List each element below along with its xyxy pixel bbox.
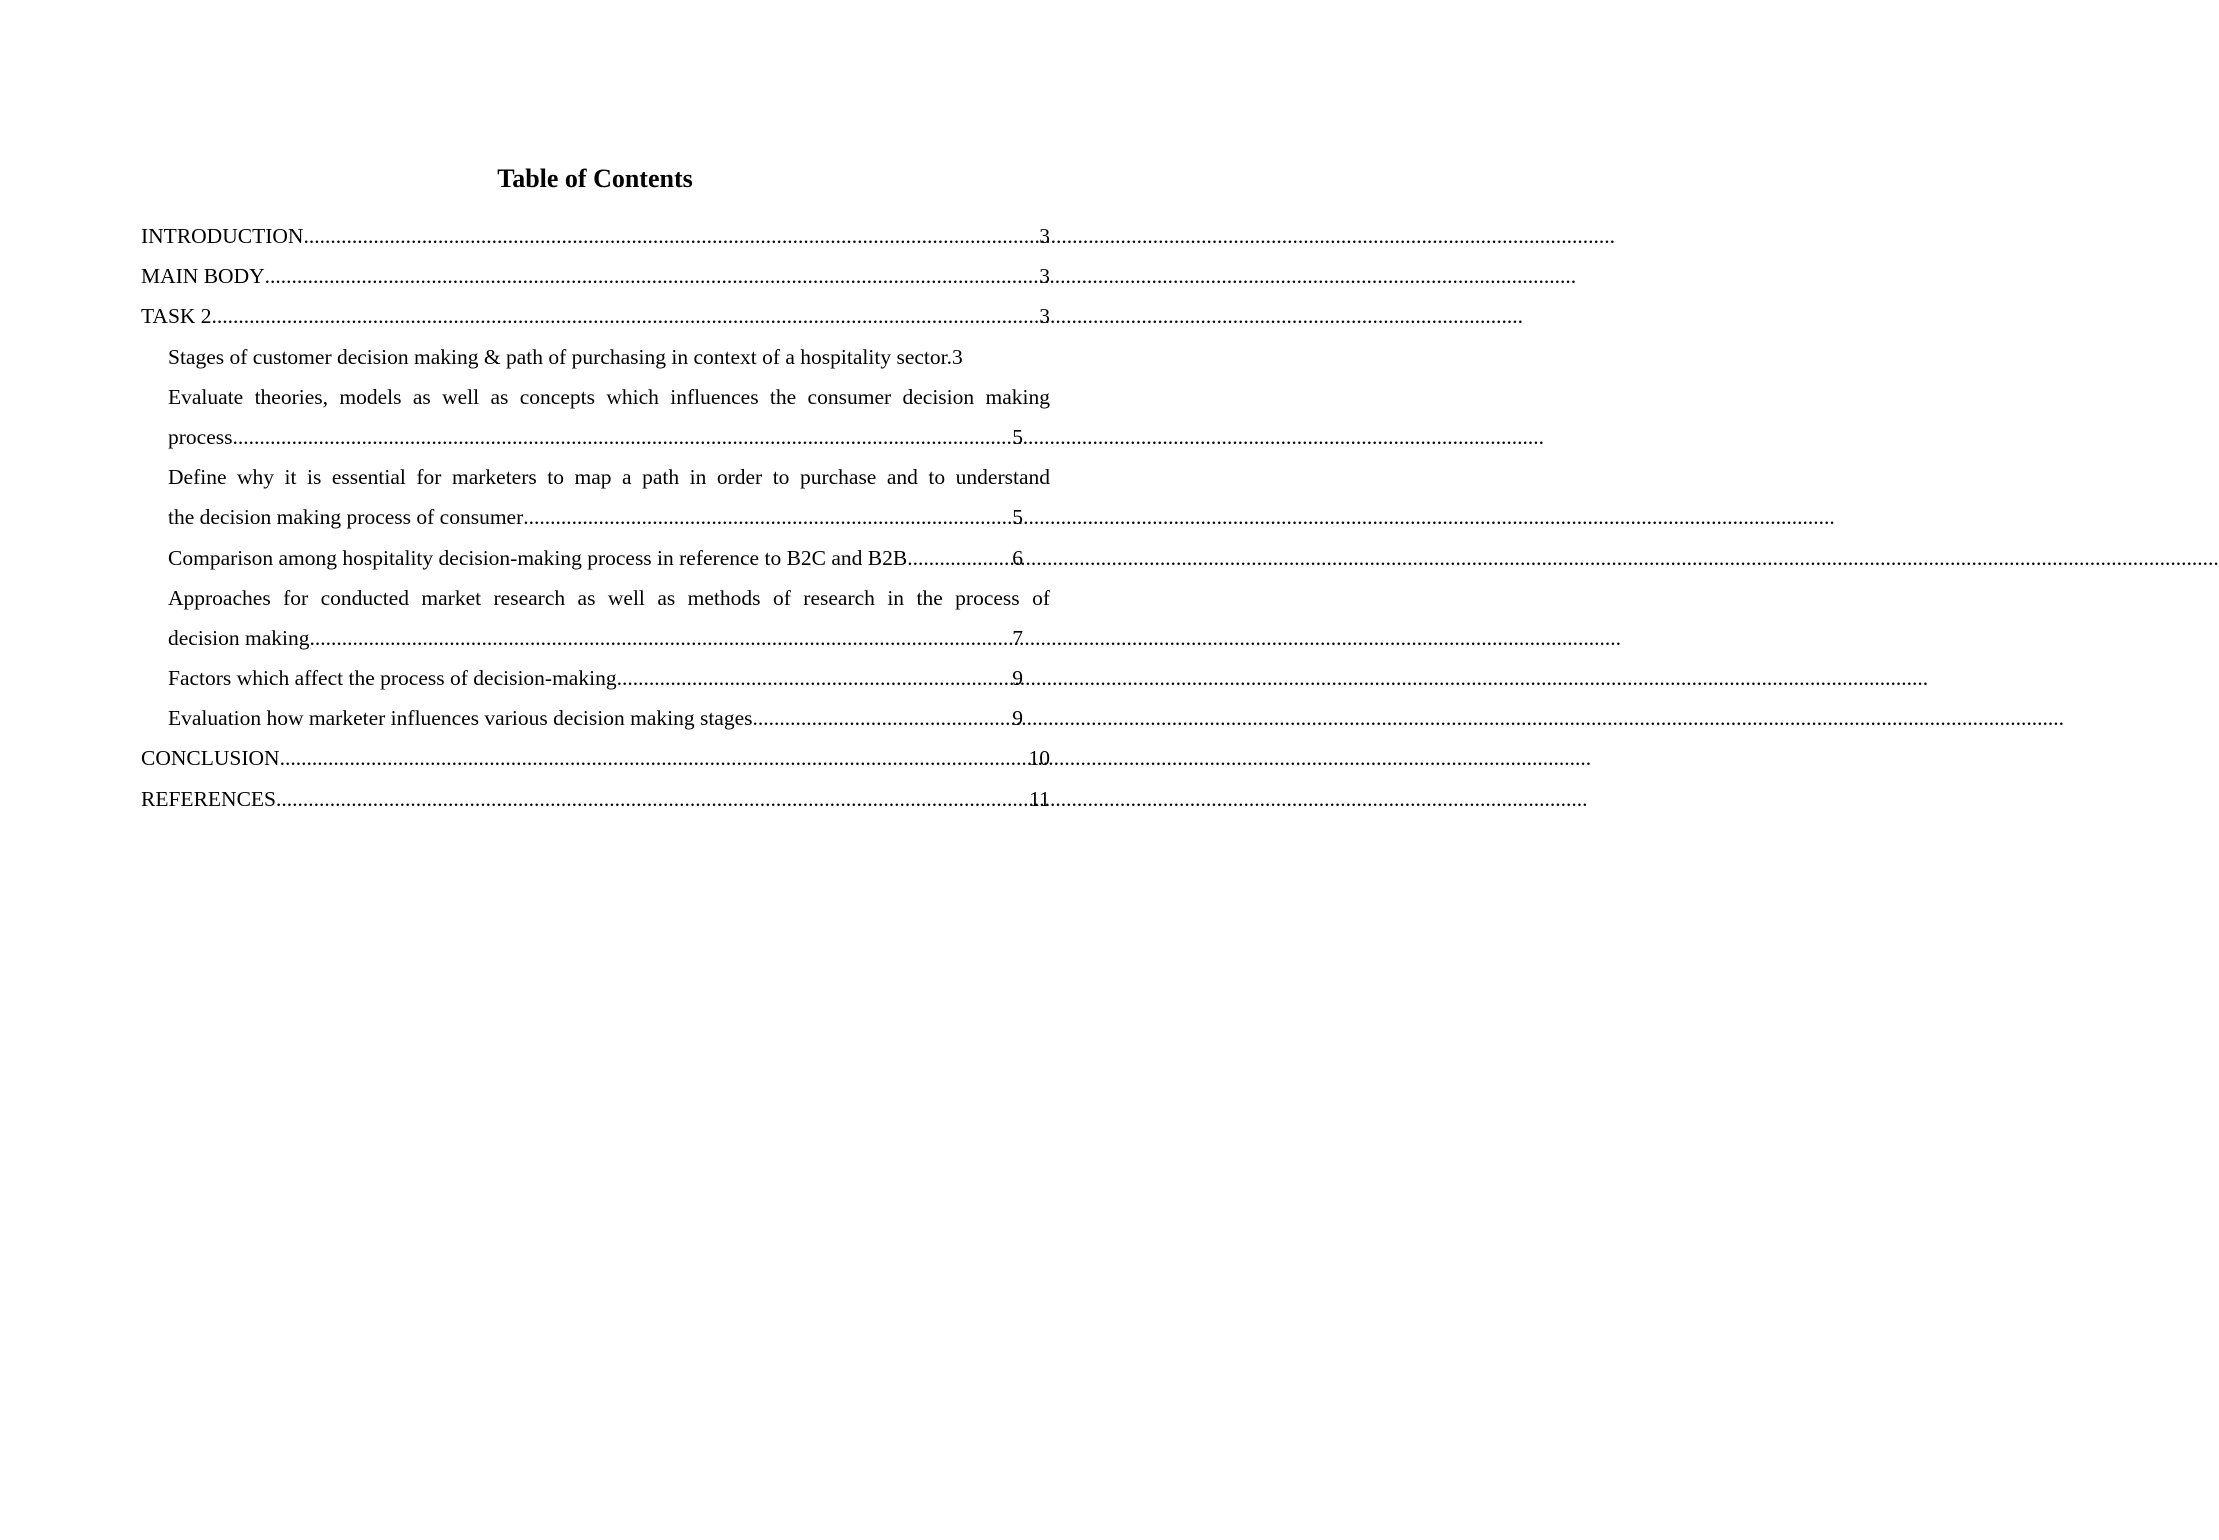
toc-page-number: 3: [951, 344, 963, 369]
toc-page-number: 5: [1012, 505, 1023, 530]
toc-page-number: 3: [1039, 224, 1050, 248]
toc-entry-label: decision making: [168, 625, 310, 650]
toc-dot-leader: [276, 779, 1029, 819]
toc-entry-label: REFERENCES: [141, 786, 276, 811]
toc-dot-leader: [617, 658, 1013, 698]
toc-entry-conclusion[interactable]: [141, 738, 1050, 778]
toc-dot-leader: [753, 698, 1013, 738]
toc-dot-leader: [232, 417, 1012, 457]
toc-entry-label: Stages of customer decision making & path of purchasing in context of a hospitality sector.: [168, 344, 952, 369]
toc-entry-label: Evaluate theories, models as well as concepts which influences the consumer decision making: [168, 384, 1050, 409]
toc-page-number: 11: [1029, 786, 1050, 811]
toc-entry-evaluate-line2[interactable]: [168, 417, 1023, 457]
toc-page-number: 3: [1039, 304, 1050, 329]
toc-entry-define-line1[interactable]: [168, 457, 1050, 497]
toc-entry-label: Factors which affect the process of decision-making: [168, 666, 617, 691]
toc-page-number: 6: [1012, 545, 1023, 570]
toc-entry-label: TASK 2: [141, 304, 212, 329]
toc-entry-label: INTRODUCTION: [141, 224, 304, 248]
toc-page-number: 3: [1039, 264, 1050, 289]
toc-entry-comparison[interactable]: [168, 538, 1023, 578]
toc-entry-label: Define why it is essential for marketers to map a path in order to purchase and to understand: [168, 465, 1050, 490]
toc-entry-label: the decision making process of consumer: [168, 505, 524, 530]
toc-page-number: 9: [1012, 706, 1023, 731]
toc-entry-evaluate-line1[interactable]: [168, 377, 1050, 417]
toc-entry-main-body[interactable]: [141, 256, 1050, 296]
toc-entry-approaches-line1[interactable]: [168, 578, 1050, 618]
toc-list: [141, 216, 1050, 819]
toc-entry-stages[interactable]: [168, 337, 1050, 377]
toc-dot-leader: [303, 216, 1039, 256]
toc-entry-references[interactable]: [141, 779, 1050, 819]
toc-entry-introduction[interactable]: [141, 216, 1050, 256]
toc-dot-leader: [212, 296, 1040, 336]
toc-dot-leader: [907, 538, 1012, 578]
toc-entry-label: process: [168, 424, 233, 449]
toc-entry-label: CONCLUSION: [141, 746, 280, 771]
toc-entry-label: Approaches for conducted market research as well as methods of research in the process of: [168, 585, 1050, 610]
toc-dot-leader: [280, 738, 1029, 778]
toc-entry-approaches-line2[interactable]: [168, 618, 1023, 658]
toc-page-number: 9: [1012, 666, 1023, 691]
toc-entry-label: Comparison among hospitality decision-making process in reference to B2C and B2B: [168, 545, 908, 570]
toc-dot-leader: [523, 497, 1012, 537]
toc-page-number: 7: [1012, 625, 1023, 650]
toc-entry-task-2[interactable]: [141, 296, 1050, 336]
toc-entry-define-line2[interactable]: [168, 497, 1023, 537]
toc-entry-label: Evaluation how marketer influences various decision making stages: [168, 706, 753, 731]
toc-dot-leader: [310, 618, 1013, 658]
toc-dot-leader: [265, 256, 1040, 296]
toc-entry-evaluation[interactable]: [168, 698, 1023, 738]
toc-page-number: 5: [1012, 424, 1023, 449]
toc-entry-factors[interactable]: [168, 658, 1023, 698]
toc-title: Table of Contents: [497, 164, 693, 193]
toc-page-number: 10: [1028, 746, 1050, 771]
toc-entry-label: MAIN BODY: [141, 264, 265, 289]
